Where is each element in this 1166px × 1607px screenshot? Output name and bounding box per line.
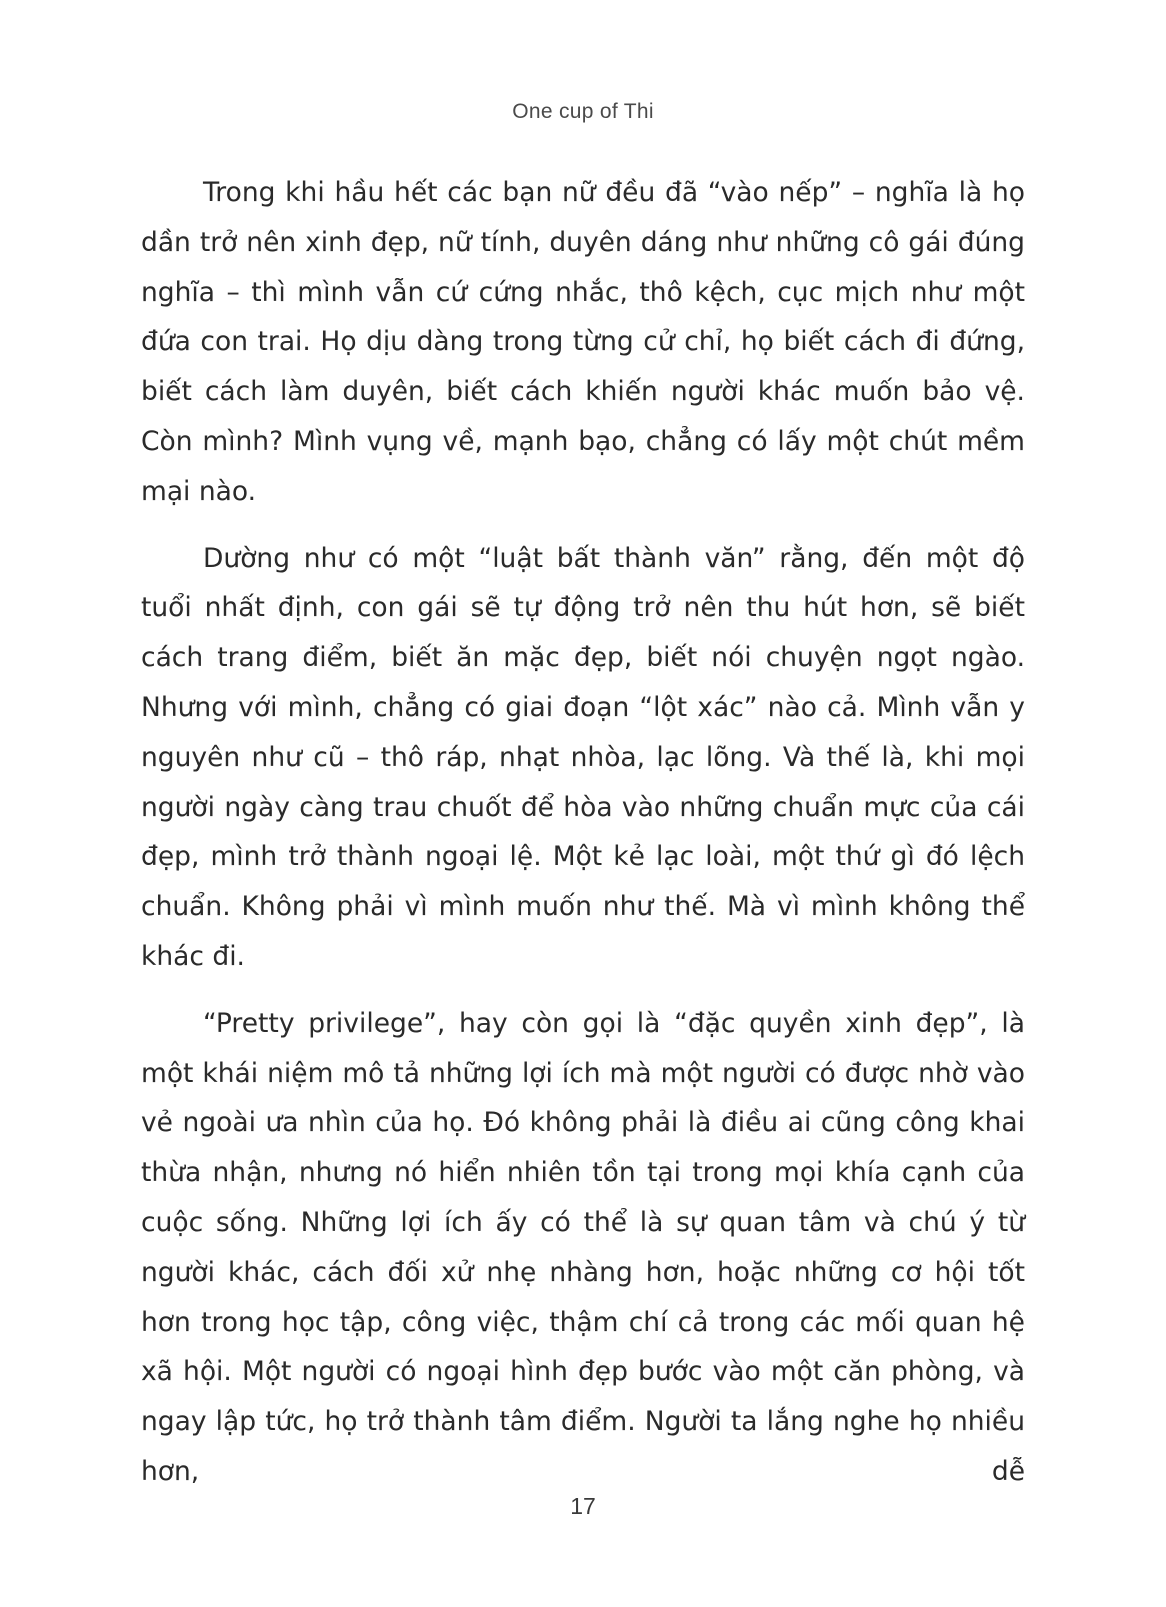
paragraph: Trong khi hầu hết các bạn nữ đều đã “vào nếp” – nghĩa là họ dần trở nên xinh đẹp, nữ tính, duyên dáng như những cô gái đúng nghĩa – thì mình vẫn cứ cứng nhắc, thô kệch, cục mịch như một đứa con trai. Họ dịu dàng trong từng cử chỉ, họ biết cách đi đứng, biết cách làm duyên, biết cách khiến người khác muốn bảo vệ. Còn mình? Mình vụng về, mạnh bạo, chẳng có lấy một chút mềm mại nào. xyxy=(141,177,1025,507)
paragraph: “Pretty privilege”, hay còn gọi là “đặc quyền xinh đẹp”, là một khái niệm mô tả những lợi ích mà một người có được nhờ vào vẻ ngoài ưa nhìn của họ. Đó không phải là điều ai cũng công khai thừa nhận, nhưng nó hiển nhiên tồn tại trong mọi khía cạnh của cuộc sống. Những lợi ích ấy có thể là sự quan tâm và chú ý từ người khác, cách đối xử nhẹ nhàng hơn, hoặc những cơ hội tốt hơn trong học tập, công việc, thậm chí cả trong các mối quan hệ xã hội. Một người có ngoại hình đẹp bước vào một căn phòng, và ngay lập tức, họ trở thành tâm điểm. Người ta lắng nghe họ nhiều hơn, dễ xyxy=(141,1007,1025,1487)
page-number: 17 xyxy=(570,1493,596,1519)
body-text xyxy=(141,168,1025,1514)
running-header: One cup of Thi xyxy=(512,100,654,123)
paragraph: Dường như có một “luật bất thành văn” rằng, đến một độ tuổi nhất định, con gái sẽ tự động trở nên thu hút hơn, sẽ biết cách trang điểm, biết ăn mặc đẹp, biết nói chuyện ngọt ngào. Nhưng với mình, chẳng có giai đoạn “lột xác” nào cả. Mình vẫn y nguyên như cũ – thô ráp, nhạt nhòa, lạc lõng. Và thế là, khi mọi người ngày càng trau chuốt để hòa vào những chuẩn mực của cái đẹp, mình trở thành ngoại lệ. Một kẻ lạc loài, một thứ gì đó lệch chuẩn. Không phải vì mình muốn như thế. Mà vì mình không thể khác đi. xyxy=(141,542,1025,972)
